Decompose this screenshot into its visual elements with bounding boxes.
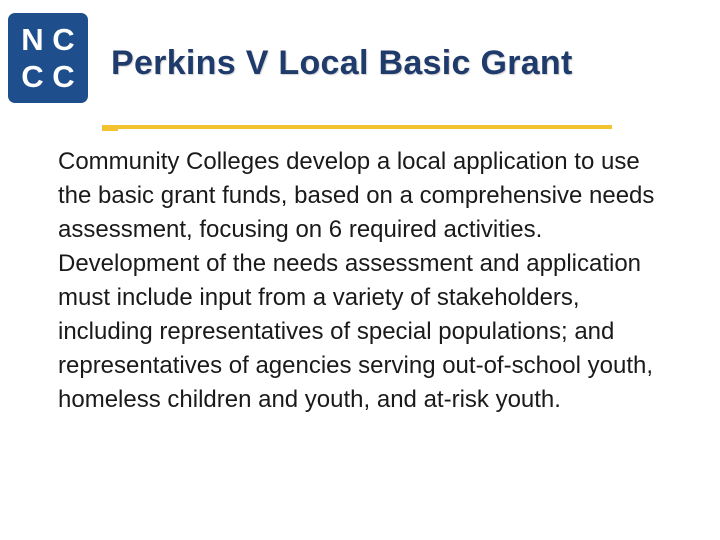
paragraph-local-application: Community Colleges develop a local application to use the basic grant funds, based on a comprehensive needs assessment, focusing on 6 required activities. [58,148,655,243]
title-underline [102,125,612,129]
nccc-logo [8,13,88,103]
logo-letter: C [52,59,75,94]
logo-letter: N [21,22,44,57]
logo-letter: C [52,22,75,57]
slide-body [58,145,678,417]
logo-letter: C [21,59,44,94]
paragraph-stakeholder-input: Development of the needs assessment and application must include input from a variety of stakeholders, including representatives of special populations; and representatives of agencies serving out-of-school youth, homeless children and youth, and at-risk youth. [58,250,653,413]
title-underline-tick [102,129,118,131]
slide-title: Perkins V Local Basic Grant [111,44,573,82]
